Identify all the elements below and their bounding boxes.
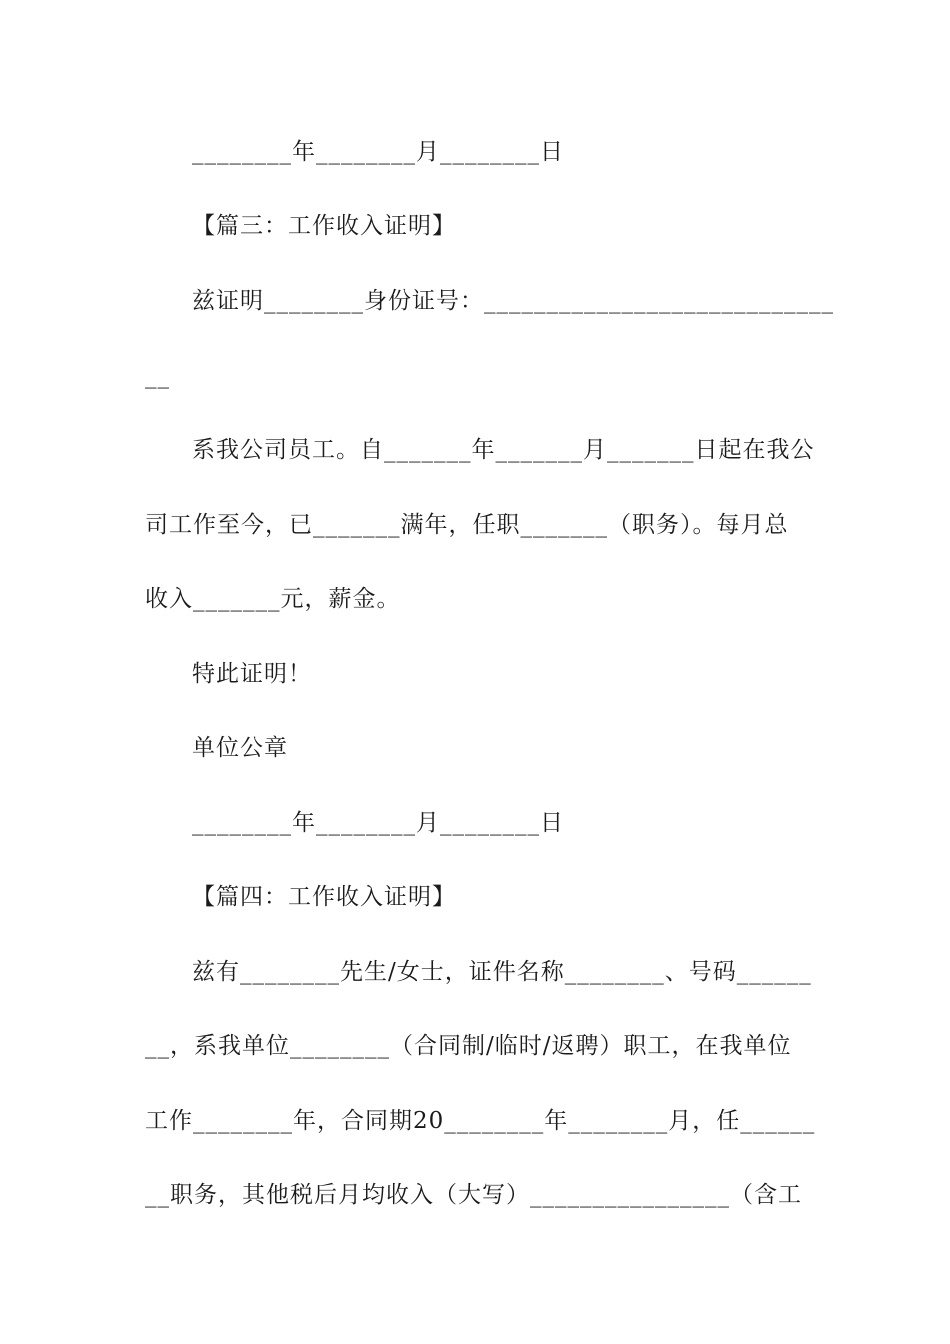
paragraph-line: 兹证明________身份证号：____________________________ bbox=[192, 288, 834, 314]
paragraph-line: 司工作至今，已_______满年，任职_______（职务）。每月总 bbox=[145, 512, 789, 538]
paragraph-line: __，系我单位________（合同制/临时/返聘）职工，在我单位 bbox=[145, 1033, 792, 1059]
paragraph-line: 系我公司员工。自_______年_______月_______日起在我公 bbox=[192, 437, 815, 463]
paragraph-line: 工作________年，合同期20________年________月，任______ bbox=[145, 1108, 816, 1134]
section-heading: 【篇三：工作收入证明】 bbox=[192, 213, 456, 239]
date-line: ________年________月________日 bbox=[192, 139, 564, 165]
unit-seal-label: 单位公章 bbox=[192, 735, 288, 761]
section-heading: 【篇四：工作收入证明】 bbox=[192, 884, 456, 910]
paragraph-line: __ bbox=[145, 363, 170, 389]
paragraph-line: __职务，其他税后月均收入（大写）________________（含工 bbox=[145, 1182, 802, 1208]
paragraph-line: 收入_______元，薪金。 bbox=[145, 586, 401, 612]
certification-text: 特此证明！ bbox=[192, 661, 312, 687]
date-line: ________年________月________日 bbox=[192, 810, 564, 836]
paragraph-line: 兹有________先生/女士，证件名称________、号码______ bbox=[192, 959, 812, 985]
